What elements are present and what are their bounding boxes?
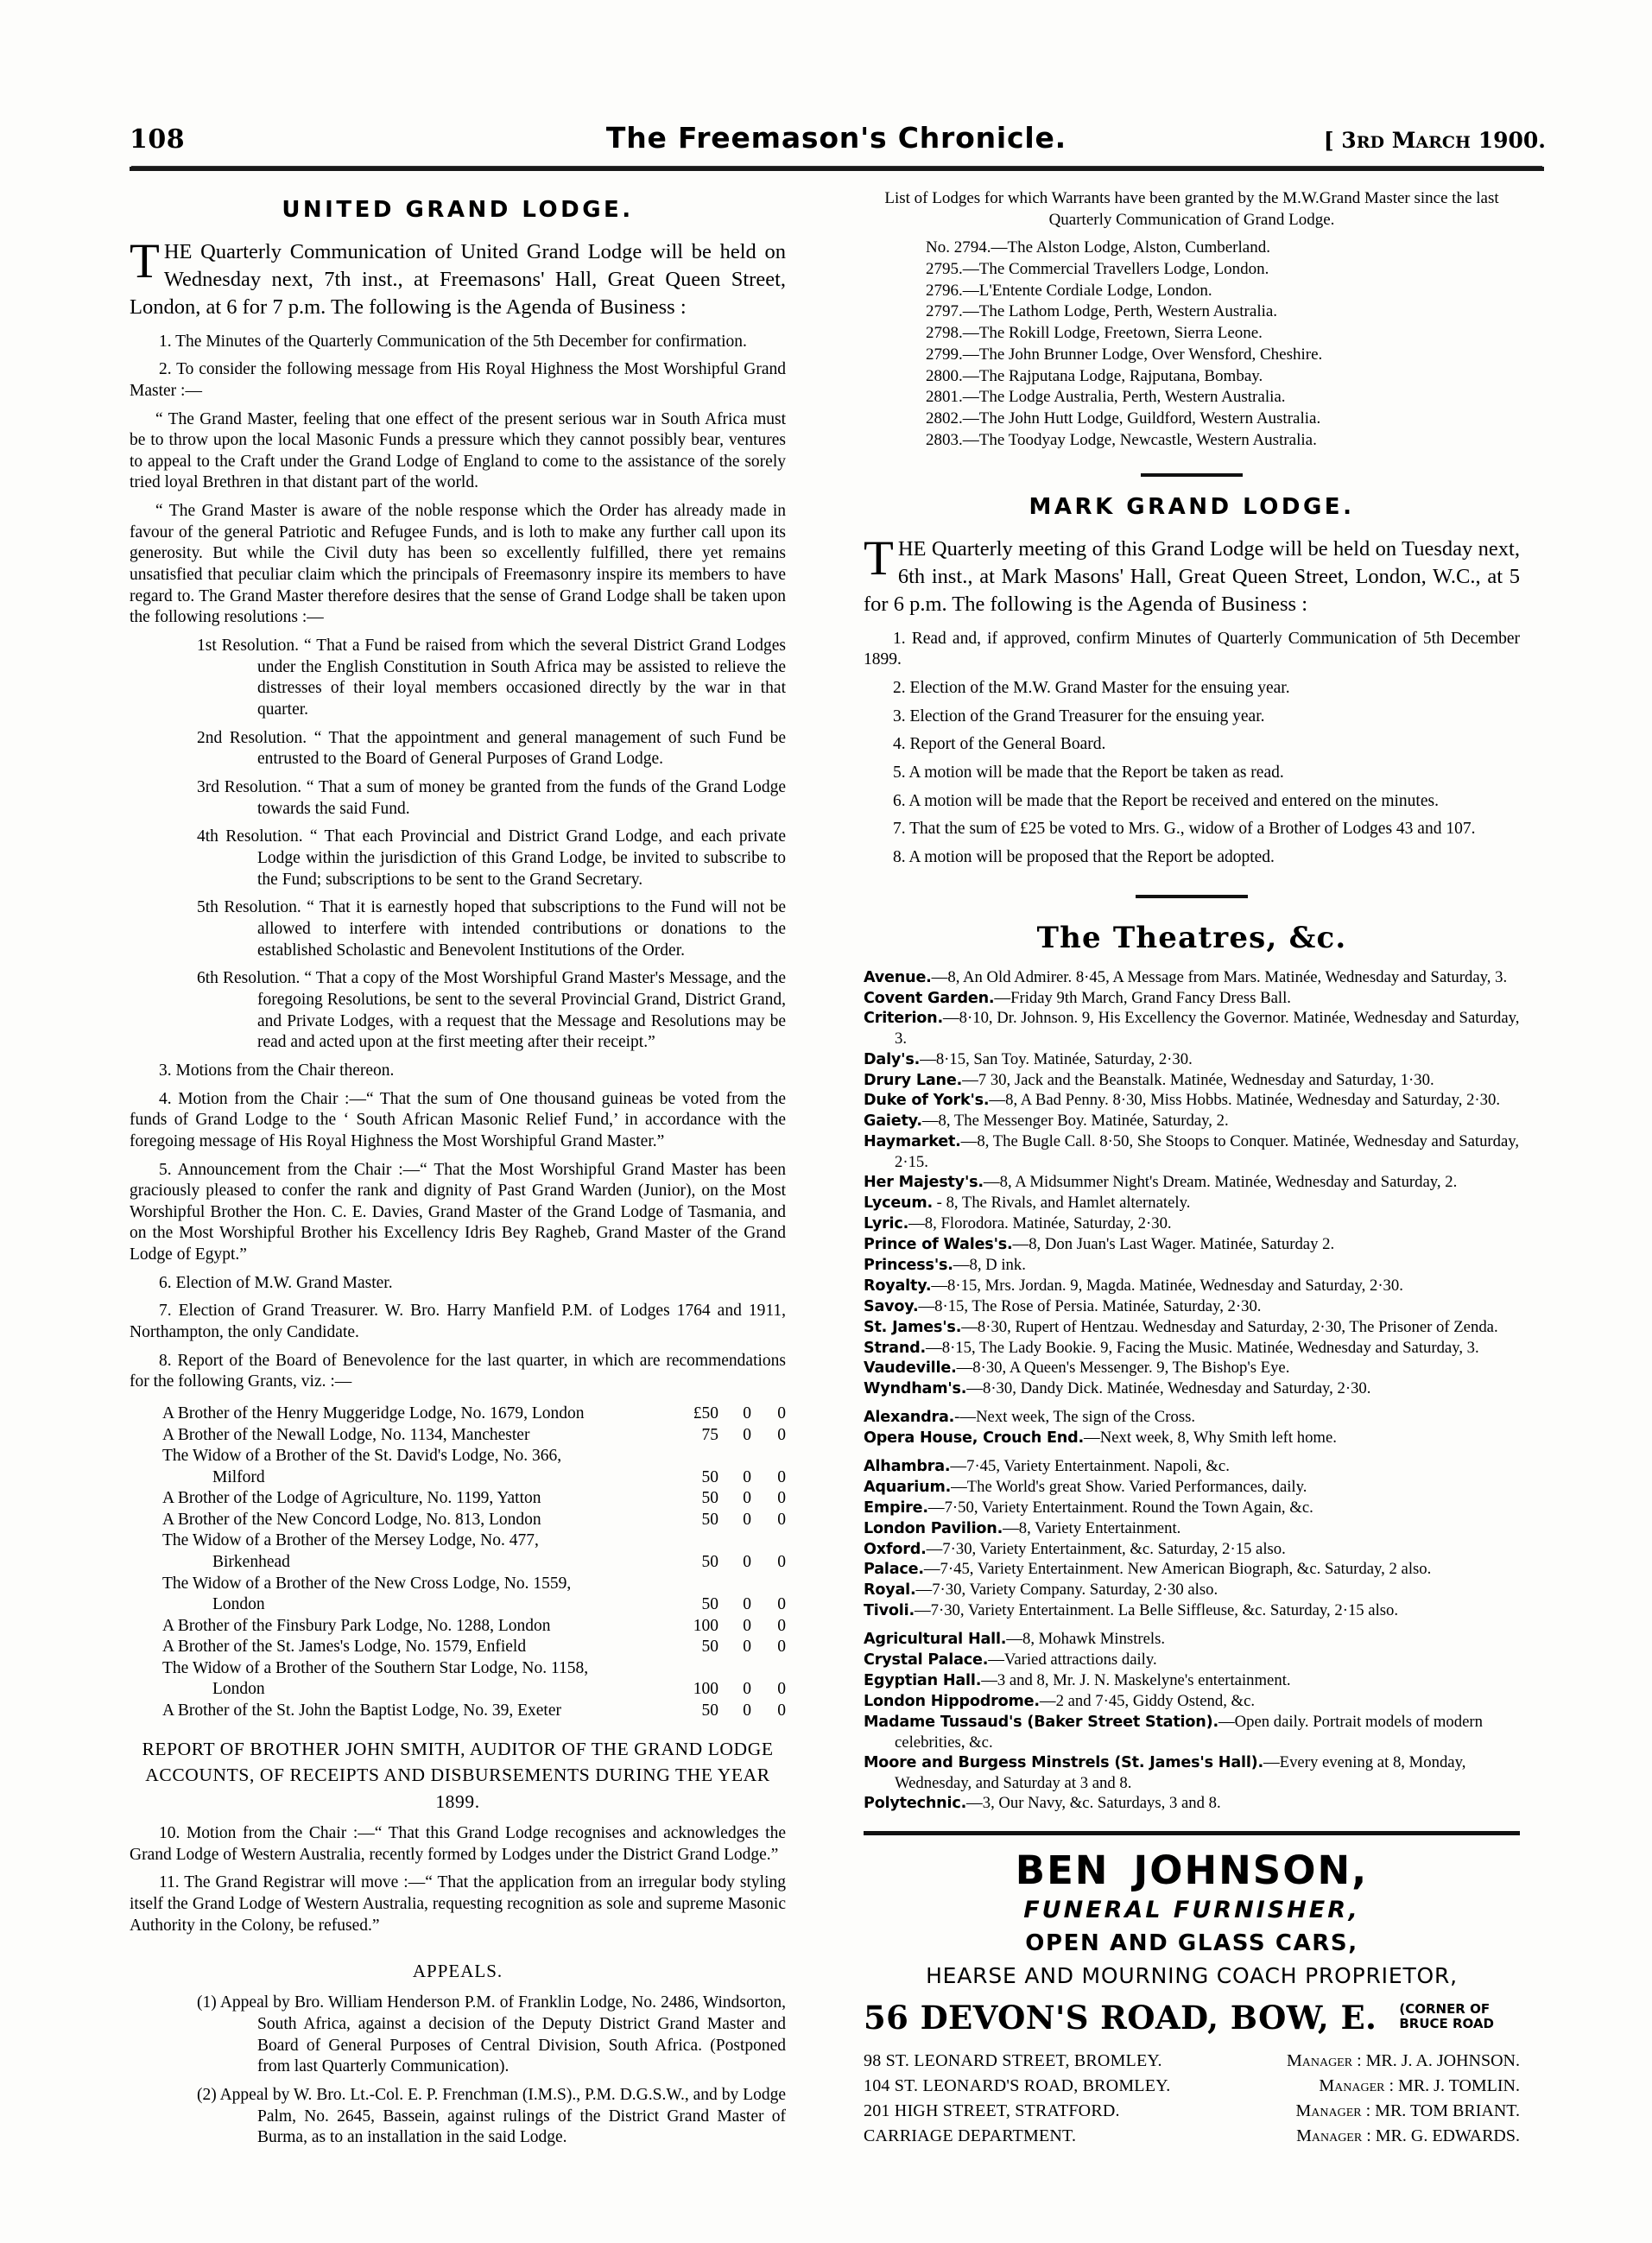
theatre-venue-name: London Pavilion. xyxy=(864,1519,1003,1537)
grant-pounds: 50 xyxy=(701,1489,718,1508)
theatre-programme-text: —8·15, Mrs. Jordan. 9, Magda. Matinée, Wednesday and Saturday, 2·30. xyxy=(931,1276,1403,1295)
lodge-warrant-item: 2802.—The John Hutt Lodge, Guildford, Western Australia. xyxy=(926,409,1321,428)
grant-pounds: £50 xyxy=(693,1404,718,1423)
theatres-group-spacer xyxy=(864,1621,1520,1629)
theatres-group-spacer xyxy=(864,1448,1520,1456)
resolution-item: 6th Resolution. “ That a copy of the Most Worshipful Grand Master's Message, and the foregoing Resolutions, be sent to the several Provincial Grand, District Grand, and Private Lodges, with a request that the Message and Resolutions may be read and acted upon at the first meeting after their receipt.” xyxy=(197,969,786,1052)
theatre-venue-name: Duke of York's. xyxy=(864,1092,990,1110)
theatre-venue-name: Covent Garden. xyxy=(864,989,995,1007)
grant-pounds: 75 xyxy=(701,1425,718,1444)
theatre-venue-name: Vaudeville. xyxy=(864,1359,957,1378)
grant-pounds: 100 xyxy=(693,1680,718,1699)
theatre-venue-name: Madame Tussaud's (Baker Street Station). xyxy=(864,1713,1218,1731)
grant-shillings: 0 xyxy=(743,1489,751,1508)
theatre-venue-name: Crystal Palace. xyxy=(864,1651,989,1669)
branch-address: CARRIAGE DEPARTMENT. xyxy=(864,2126,1077,2146)
theatre-listing-row xyxy=(864,1752,1520,1793)
grant-shillings: 0 xyxy=(743,1680,751,1699)
theatre-listing-row xyxy=(864,1629,1520,1650)
left-column xyxy=(130,188,786,2156)
ugl-agenda-item-11: 11. The Grand Registrar will move :—“ That the application from an irregular body styling itself the Grand Lodge of Western Australia, requesting recognition as sole and supreme Masonic Authority in the Colony, be refused.” xyxy=(130,1873,786,1935)
lodge-warrant-item: 2796.—L'Entente Cordiale Lodge, London. xyxy=(926,281,1212,300)
grant-row xyxy=(130,1679,786,1701)
advert-tagline-funeral-furnisher: FUNERAL FURNISHER, xyxy=(1023,1896,1360,1923)
theatre-venue-name: Royalty. xyxy=(864,1277,932,1295)
theatre-venue-name: Daly's. xyxy=(864,1050,921,1068)
theatre-programme-text: —3, Our Navy, &c. Saturdays, 3 and 8. xyxy=(966,1793,1221,1812)
issue-date-year: 1900. xyxy=(1478,128,1546,153)
theatre-venue-name: Wyndham's. xyxy=(864,1380,967,1398)
issue-date-prefix: [ 3 xyxy=(1323,128,1357,153)
grant-recipient-continued: London xyxy=(212,1680,265,1699)
theatre-venue-name: Agricultural Hall. xyxy=(864,1631,1007,1649)
theatre-listing-row xyxy=(864,1407,1520,1428)
grant-pounds: 50 xyxy=(701,1595,718,1614)
advert-corner-line-2: BRUCE ROAD xyxy=(1399,2016,1494,2032)
ugl-agenda-item-8: 8. Report of the Board of Benevolence for the last quarter, in which are recommendations for the following Grants, viz. :— xyxy=(130,1351,786,1391)
theatre-venue-name: Avenue. xyxy=(864,968,932,986)
theatre-venue-name: Polytechnic. xyxy=(864,1794,967,1812)
grant-row xyxy=(130,1658,786,1680)
theatre-programme-text: —8·30, Dandy Dick. Matinée, Wednesday and Saturday, 2·30. xyxy=(966,1379,1371,1398)
theatre-listing-row xyxy=(864,1477,1520,1498)
theatre-venue-name: Palace. xyxy=(864,1561,924,1579)
ugl-agenda-item-7: 7. Election of Grand Treasurer. W. Bro. Harry Manfield P.M. of Lodges 1764 and 1911, Northampton, the only Candidate. xyxy=(130,1302,786,1342)
grant-row xyxy=(130,1467,786,1489)
grant-pounds: 50 xyxy=(701,1553,718,1571)
theatre-programme-text: —8, Don Juan's Last Wager. Matinée, Saturday 2. xyxy=(1012,1235,1335,1254)
theatre-programme-text: —7·30, Variety Entertainment, &c. Saturday, 2·15 also. xyxy=(926,1539,1286,1558)
mgl-agenda-item: 3. Election of the Grand Treasurer for the ensuing year. xyxy=(893,706,1265,725)
theatre-programme-text: —Every evening at 8, Monday, Wednesday, and Saturday at 3 and 8. xyxy=(895,1752,1466,1792)
grant-shillings: 0 xyxy=(743,1425,751,1444)
grant-recipient-continued: Birkenhead xyxy=(212,1553,290,1571)
advert-branch-row xyxy=(864,2049,1520,2074)
grant-shillings: 0 xyxy=(743,1595,751,1614)
theatre-programme-text: —The World's great Show. Varied Performances, daily. xyxy=(951,1477,1307,1496)
theatre-listing-row xyxy=(864,1358,1520,1378)
grant-pounds: 100 xyxy=(693,1616,718,1635)
lodge-warrant-item: 2803.—The Toodyay Lodge, Newcastle, Western Australia. xyxy=(926,430,1317,449)
theatre-venue-name: Aquarium. xyxy=(864,1478,952,1496)
gm-message-paragraph-1: “ The Grand Master, feeling that one effect of the present serious war in South Africa must be to throw upon the local Masonic Funds a pressure which they cannot possibly bear, ventures to appeal to the Craft under the Grand Lodge of England to come to the assistance of the sorely tried loyal Brethren in that distant part of the world. xyxy=(130,409,786,492)
theatre-programme-text: —Open daily. Portrait models of modern celebrities, &c. xyxy=(895,1712,1483,1752)
theatre-programme-text: —Next week, 8, Why Smith left home. xyxy=(1084,1429,1337,1448)
theatre-programme-text: —Friday 9th March, Grand Fancy Dress Ball. xyxy=(994,988,1291,1007)
theatre-venue-name: Criterion. xyxy=(864,1010,943,1028)
theatre-programme-text: —7·50, Variety Entertainment. Round the Town Again, &c. xyxy=(927,1498,1313,1517)
theatre-programme-text: —7 30, Jack and the Beanstalk. Matinée, Wednesday and Saturday, 1·30. xyxy=(962,1070,1434,1089)
theatre-listing-row xyxy=(864,988,1520,1009)
theatre-programme-text: —8·15, The Rose of Persia. Matinée, Saturday, 2·30. xyxy=(918,1296,1262,1315)
theatre-programme-text: —8, Mohawk Minstrels. xyxy=(1006,1630,1166,1649)
advert-branch-row xyxy=(864,2099,1520,2124)
grant-row xyxy=(130,1510,786,1531)
theatre-venue-name: Lyric. xyxy=(864,1215,909,1233)
theatre-listing-row xyxy=(864,1049,1520,1070)
advert-branch-row xyxy=(864,2124,1520,2149)
theatre-programme-text: —8·10, Dr. Johnson. 9, His Excellency the Governor. Matinée, Wednesday and Saturday, 3. xyxy=(895,1009,1520,1049)
ugl-agenda-item-1: 1. The Minutes of the Quarterly Communication of the 5th December for confirmation. xyxy=(159,332,747,351)
grant-row xyxy=(130,1530,786,1552)
grant-recipient: A Brother of the St. James's Lodge, No. 1579, Enfield xyxy=(162,1638,527,1657)
ugl-agenda-item-5: 5. Announcement from the Chair :—“ That the Most Worshipful Grand Master has been graciously pleased to confer the rank and dignity of Past Grand Warden (Junior), on the Most Worshipful Brother the Hon. C. E. Davies, Grand Master of the Grand Lodge of Tasmania, and on the Most Worshipful Brother his Excellency Idris Bey Ragheb, Grand Master of the Grand Lodge of Egypt.” xyxy=(130,1160,786,1264)
lodge-warrants-list xyxy=(864,238,1520,451)
theatre-venue-name: Royal. xyxy=(864,1581,916,1600)
theatre-venue-name: Savoy. xyxy=(864,1297,919,1315)
grant-recipient: A Brother of the St. John the Baptist Lodge, No. 39, Exeter xyxy=(162,1701,561,1720)
grant-pence: 0 xyxy=(777,1404,786,1423)
theatre-venue-name: Princess's. xyxy=(864,1256,953,1274)
grant-row xyxy=(130,1403,786,1425)
theatre-programme-text: —8·15, San Toy. Matinée, Saturday, 2·30. xyxy=(920,1049,1193,1068)
lodge-warrants-intro: List of Lodges for which Warrants have been granted by the M.W.Grand Master since the last Quarterly Communication of Grand Lodge. xyxy=(884,189,1499,229)
theatres-listing xyxy=(864,967,1520,1814)
grant-shillings: 0 xyxy=(743,1638,751,1657)
theatre-venue-name: Egyptian Hall. xyxy=(864,1671,982,1689)
grant-recipient: A Brother of the Lodge of Agriculture, No. 1199, Yatton xyxy=(162,1489,541,1508)
page-folio-number: 108 xyxy=(130,124,186,155)
advert-branch-list xyxy=(864,2049,1520,2150)
theatre-listing-row xyxy=(864,967,1520,988)
advert-top-rule xyxy=(864,1831,1520,1835)
grant-pence: 0 xyxy=(777,1680,786,1699)
theatre-listing-row xyxy=(864,1090,1520,1111)
theatre-listing-row xyxy=(864,1691,1520,1712)
ugl-agenda-item-10: 10. Motion from the Chair :—“ That this Grand Lodge recognises and acknowledges the Grand Lodge of Western Australia, recently formed by Lodges under the District Grand Lodge.” xyxy=(130,1824,786,1864)
theatre-venue-name: Alhambra. xyxy=(864,1457,951,1475)
publication-title: The Freemason's Chronicle. xyxy=(605,121,1067,155)
advert-name-first: BEN xyxy=(1015,1847,1110,1893)
theatre-listing-row xyxy=(864,1172,1520,1193)
grant-row xyxy=(130,1446,786,1467)
resolution-item: 3rd Resolution. “ That a sum of money be granted from the funds of the Grand Lodge towards the said Fund. xyxy=(197,778,786,818)
masthead xyxy=(130,121,1546,155)
theatres-group-variety xyxy=(864,1456,1520,1621)
branch-manager: Manager : MR. G. EDWARDS. xyxy=(1296,2126,1520,2146)
theatre-listing-row xyxy=(864,1428,1520,1448)
grant-pence: 0 xyxy=(777,1553,786,1571)
issue-date-month-rest: ARCH xyxy=(1415,133,1471,152)
theatre-programme-text: —7·45, Variety Entertainment. Napoli, &c. xyxy=(950,1456,1230,1475)
ugl-lead-paragraph xyxy=(130,234,786,321)
issue-date xyxy=(1324,128,1546,153)
grant-recipient: The Widow of a Brother of the Southern Star Lodge, No. 1158, xyxy=(162,1658,589,1677)
theatre-listing-row xyxy=(864,1559,1520,1580)
resolution-item: 4th Resolution. “ That each Provincial and District Grand Lodge, and each private Lodge within the jurisdiction of this Grand Lodge, be invited to subscribe to the Fund; subscriptions to be sent to the Grand Secretary. xyxy=(197,827,786,889)
theatre-venue-name: Moore and Burgess Minstrels (St. James's Hall). xyxy=(864,1753,1263,1771)
theatre-venue-name: Alexandra. xyxy=(864,1409,955,1427)
mgl-agenda-item: 1. Read and, if approved, confirm Minutes of Quarterly Communication of 5th December 1899. xyxy=(864,629,1520,669)
theatre-listing-row xyxy=(864,1255,1520,1276)
theatre-listing-row xyxy=(864,1111,1520,1131)
lodge-warrant-item: 2795.—The Commercial Travellers Lodge, London. xyxy=(926,260,1269,279)
advert-name-last: JOHNSON, xyxy=(1133,1847,1369,1893)
theatre-venue-name: St. James's. xyxy=(864,1318,962,1336)
mgl-agenda-item: 4. Report of the General Board. xyxy=(893,735,1106,754)
mgl-agenda-item: 2. Election of the M.W. Grand Master for the ensuing year. xyxy=(893,679,1290,698)
theatre-listing-row xyxy=(864,1193,1520,1213)
branch-manager: Manager : MR. J. TOMLIN. xyxy=(1319,2076,1520,2096)
theatre-venue-name: Opera House, Crouch End. xyxy=(864,1429,1085,1448)
theatre-programme-text: —Varied attractions daily. xyxy=(988,1650,1157,1669)
theatre-listing-row xyxy=(864,1378,1520,1399)
mgl-agenda-item: 5. A motion will be made that the Report be taken as read. xyxy=(893,764,1284,783)
theatre-programme-text: —2 and 7·45, Giddy Ostend, &c. xyxy=(1039,1691,1256,1710)
branch-address: 104 ST. LEONARD'S ROAD, BROMLEY. xyxy=(864,2076,1171,2096)
theatre-programme-text: —8, A Midsummer Night's Dream. Matinée, Wednesday and Saturday, 2. xyxy=(983,1173,1458,1192)
grant-row xyxy=(130,1488,786,1510)
theatre-venue-name: Lyceum. xyxy=(864,1194,933,1213)
theatre-programme-text: —7·45, Variety Entertainment. New American Biograph, &c. Saturday, 2 also. xyxy=(923,1560,1432,1579)
lodge-warrant-item: No. 2794.—The Alston Lodge, Alston, Cumberland. xyxy=(926,238,1270,257)
theatre-programme-text: —8, Florodora. Matinée, Saturday, 2·30. xyxy=(908,1214,1172,1233)
mgl-dropcap: T xyxy=(864,531,894,586)
resolution-item: 5th Resolution. “ That it is earnestly hoped that subscriptions to the Fund will not be allowed to interfere with intended contributions or donations to the established Scholastic and Benevolent Institutions of the Order. xyxy=(197,898,786,960)
theatre-listing-row xyxy=(864,1338,1520,1359)
theatre-listing-row xyxy=(864,1498,1520,1518)
theatre-programme-text: -—Next week, The sign of the Cross. xyxy=(954,1408,1196,1427)
mgl-agenda-item: 8. A motion will be proposed that the Report be adopted. xyxy=(893,848,1275,867)
grant-pounds: 50 xyxy=(701,1701,718,1720)
theatre-venue-name: Haymarket. xyxy=(864,1133,961,1151)
grant-pounds: 50 xyxy=(701,1638,718,1657)
grant-recipient: A Brother of the Newall Lodge, No. 1134, Manchester xyxy=(162,1425,530,1444)
grant-recipient: The Widow of a Brother of the New Cross Lodge, No. 1559, xyxy=(162,1574,572,1593)
theatre-programme-text: —8, The Bugle Call. 8·50, She Stoops to Conquer. Matinée, Wednesday and Saturday, 2·15. xyxy=(895,1132,1520,1172)
appeal-item: (1) Appeal by Bro. William Henderson P.M. of Franklin Lodge, No. 2486, Windsorton, South Africa, against a decision of the Deputy District Grand Master and Board of General Purposes of Central Division, South Africa. (Postponed from last Quarterly Communication). xyxy=(197,1993,786,2076)
grant-pence: 0 xyxy=(777,1489,786,1508)
grant-shillings: 0 xyxy=(743,1510,751,1529)
theatre-venue-name: Her Majesty's. xyxy=(864,1174,984,1192)
theatre-venue-name: Drury Lane. xyxy=(864,1071,963,1089)
grant-pounds: 50 xyxy=(701,1467,718,1486)
theatre-listing-row xyxy=(864,1131,1520,1172)
theatre-listing-row xyxy=(864,1317,1520,1338)
section-divider-rule xyxy=(1136,895,1248,898)
theatre-programme-text: —8, An Old Admirer. 8·45, A Message from Mars. Matinée, Wednesday and Saturday, 3. xyxy=(931,967,1508,986)
branch-manager: Manager : MR. J. A. JOHNSON. xyxy=(1286,2050,1520,2070)
lodge-warrant-item: 2797.—The Lathom Lodge, Perth, Western Australia. xyxy=(926,302,1278,321)
theatre-programme-text: - 8, The Rivals, and Hamlet alternately. xyxy=(933,1194,1191,1213)
grant-recipient: The Widow of a Brother of the Mersey Lodge, No. 477, xyxy=(162,1531,539,1550)
grant-row xyxy=(130,1637,786,1658)
theatre-listing-row xyxy=(864,1712,1520,1752)
grant-recipient: A Brother of the New Concord Lodge, No. 813, London xyxy=(162,1510,541,1529)
mgl-lead-paragraph xyxy=(864,531,1520,618)
theatres-heading: The Theatres, &c. xyxy=(1036,920,1347,955)
theatre-programme-text: —8·30, A Queen's Messenger. 9, The Bishop's Eye. xyxy=(956,1359,1290,1378)
advert-main-address xyxy=(864,1999,1520,2037)
theatre-programme-text: —7·30, Variety Company. Saturday, 2·30 also. xyxy=(915,1581,1218,1600)
theatre-programme-text: —8, Variety Entertainment. xyxy=(1003,1518,1181,1537)
grant-pence: 0 xyxy=(777,1638,786,1657)
grant-row xyxy=(130,1574,786,1595)
theatre-listing-row xyxy=(864,1518,1520,1539)
lodge-warrant-item: 2799.—The John Brunner Lodge, Over Wensford, Cheshire. xyxy=(926,345,1323,364)
theatre-programme-text: —8·15, The Lady Bookie. 9, Facing the Music. Matinée, Wednesday and Saturday, 3. xyxy=(926,1338,1479,1357)
ugl-lead-text: HE Quarterly Communication of United Grand Lodge will be held on Wednesday next, 7th inst., at Freemasons' Hall, Great Queen Street, London, at 6 for 7 p.m. The following is the Agenda of Business : xyxy=(130,240,786,319)
advert-corner-note xyxy=(1399,2002,1494,2037)
ugl-agenda-item-3: 3. Motions from the Chair thereon. xyxy=(159,1061,395,1080)
grant-pence: 0 xyxy=(777,1616,786,1635)
theatre-programme-text: —8, D ink. xyxy=(953,1255,1026,1274)
grant-shillings: 0 xyxy=(743,1467,751,1486)
resolution-item: 1st Resolution. “ That a Fund be raised from which the several District Grand Lodges under the English Constitution in South Africa may be assisted to relieve the distresses of their loyal members occasioned directly by the war in that quarter. xyxy=(197,637,786,719)
theatre-venue-name: Strand. xyxy=(864,1339,927,1357)
gm-message-paragraph-2: “ The Grand Master is aware of the noble response which the Order has already made in favour of the general Patriotic and Refugee Funds, and is loth to make any further call upon its generosity. But while the Civil duty has been so excellently fulfilled, there yet remains unsatisfied that peculiar claim which the principals of Freemasonry inspire its members to have regard to. The Grand Master therefore desires that the sense of Grand Lodge shall be taken upon the following resolutions :— xyxy=(130,502,786,627)
theatre-listing-row xyxy=(864,1650,1520,1670)
theatre-programme-text: —8, A Bad Penny. 8·30, Miss Hobbs. Matinée, Wednesday and Saturday, 2·30. xyxy=(989,1091,1501,1110)
grant-recipient-continued: London xyxy=(212,1595,265,1614)
theatres-group-spacer xyxy=(864,1399,1520,1407)
theatre-listing-row xyxy=(864,1234,1520,1255)
theatre-listing-row xyxy=(864,1539,1520,1560)
theatres-group-theatres xyxy=(864,967,1520,1399)
theatre-venue-name: London Hippodrome. xyxy=(864,1692,1040,1710)
ugl-dropcap: T xyxy=(130,234,160,288)
mgl-agenda-item: 6. A motion will be made that the Report be received and entered on the minutes. xyxy=(893,791,1439,810)
theatre-venue-name: Prince of Wales's. xyxy=(864,1236,1013,1254)
lodge-warrant-item: 2801.—The Lodge Australia, Perth, Western Australia. xyxy=(926,388,1286,407)
theatre-programme-text: —8·30, Rupert of Hentzau. Wednesday and Saturday, 2·30, The Prisoner of Zenda. xyxy=(961,1317,1498,1336)
grant-recipient: A Brother of the Henry Muggeridge Lodge, No. 1679, London xyxy=(162,1404,585,1423)
theatre-venue-name: Oxford. xyxy=(864,1540,927,1558)
advert-tagline-hearse-proprietor: HEARSE AND MOURNING COACH PROPRIETOR, xyxy=(926,1962,1458,1988)
grant-row xyxy=(130,1425,786,1447)
grant-pounds: 50 xyxy=(701,1510,718,1529)
grant-recipient: The Widow of a Brother of the St. David's Lodge, No. 366, xyxy=(162,1447,562,1466)
ugl-agenda-item-6: 6. Election of M.W. Grand Master. xyxy=(159,1273,393,1292)
lodge-warrant-item: 2798.—The Rokill Lodge, Freetown, Sierra Leone. xyxy=(926,324,1263,343)
right-column xyxy=(864,188,1520,2150)
theatre-listing-row xyxy=(864,1670,1520,1691)
theatre-listing-row xyxy=(864,1580,1520,1600)
theatre-programme-text: —8, The Messenger Boy. Matinée, Saturday, 2. xyxy=(921,1112,1229,1131)
grant-pence: 0 xyxy=(777,1467,786,1486)
advert-corner-line-1: (CORNER OF xyxy=(1399,2001,1491,2018)
grant-shillings: 0 xyxy=(743,1701,751,1720)
ugl-agenda-item-4: 4. Motion from the Chair :—“ That the sum of One thousand guineas be voted from the funds of Grand Lodge to the ‘ South African Masonic Relief Fund,’ in accordance with the foregoing message of His Royal Highness the Most Worshipful Grand Master.” xyxy=(130,1089,786,1150)
grant-recipient-continued: Milford xyxy=(212,1467,265,1486)
theatre-listing-row xyxy=(864,1296,1520,1317)
theatre-listing-row xyxy=(864,1456,1520,1477)
advert-branch-row xyxy=(864,2074,1520,2099)
advert-tagline-open-glass-cars: OPEN AND GLASS CARS, xyxy=(1025,1929,1358,1956)
united-grand-lodge-heading: UNITED GRAND LODGE. xyxy=(282,197,634,223)
theatres-group-suburban xyxy=(864,1407,1520,1448)
advert-street-address: 56 DEVON'S ROAD, BOW, E. xyxy=(864,1998,1377,2037)
advert-business-name xyxy=(864,1847,1520,1893)
auditor-report-heading: REPORT OF BROTHER JOHN SMITH, AUDITOR OF THE GRAND LODGE ACCOUNTS, OF RECEIPTS AND DISBURSEMENTS DURING THE YEAR 1899. xyxy=(142,1738,774,1812)
theatre-venue-name: Empire. xyxy=(864,1499,928,1517)
theatre-listing-row xyxy=(864,1213,1520,1234)
issue-date-month-initial: M xyxy=(1391,128,1416,153)
lodge-warrant-item: 2800.—The Rajputana Lodge, Rajputana, Bombay. xyxy=(926,366,1263,385)
grant-row xyxy=(130,1616,786,1638)
grant-pence: 0 xyxy=(777,1425,786,1444)
theatre-listing-row xyxy=(864,1008,1520,1049)
grant-pence: 0 xyxy=(777,1510,786,1529)
resolution-item: 2nd Resolution. “ That the appointment and general management of such Fund be entrusted to the Board of General Purposes of Grand Lodge. xyxy=(197,728,786,769)
ugl-agenda-item-2: 2. To consider the following message from His Royal Highness the Most Worshipful Grand Master :— xyxy=(130,360,786,400)
mark-grand-lodge-heading: MARK GRAND LODGE. xyxy=(1029,494,1355,521)
grant-pence: 0 xyxy=(777,1595,786,1614)
mgl-lead-text: HE Quarterly meeting of this Grand Lodge will be held on Tuesday next, 6th inst., at Mark Masons' Hall, Great Queen Street, London, W.C., at 5 for 6 p.m. The following is the Agenda of Business : xyxy=(864,537,1520,616)
theatre-listing-row xyxy=(864,1070,1520,1091)
theatre-programme-text: —3 and 8, Mr. J. N. Maskelyne's entertainment. xyxy=(981,1670,1291,1689)
grant-pence: 0 xyxy=(777,1701,786,1720)
theatre-venue-name: Gaiety. xyxy=(864,1112,922,1131)
theatre-programme-text: —7·30, Variety Entertainment. La Belle Siffleuse, &c. Saturday, 2·15 also. xyxy=(914,1601,1399,1620)
theatres-group-exhibitions xyxy=(864,1629,1520,1814)
grant-row xyxy=(130,1594,786,1616)
section-divider-rule xyxy=(1141,473,1243,477)
appeal-item: (2) Appeal by W. Bro. Lt.-Col. E. P. Frenchman (I.M.S)., P.M. D.G.S.W., and by Lodge Palm, No. 2645, Bassein, against rulings of the District Grand Master of Burma, as to an installation in the said Lodge. xyxy=(197,2085,786,2147)
benevolence-grants-table xyxy=(130,1403,786,1721)
grant-shillings: 0 xyxy=(743,1553,751,1571)
branch-address: 201 HIGH STREET, STRATFORD. xyxy=(864,2101,1120,2121)
grant-row xyxy=(130,1701,786,1722)
appeals-heading: APPEALS. xyxy=(412,1961,503,1982)
grant-recipient: A Brother of the Finsbury Park Lodge, No. 1288, London xyxy=(162,1616,551,1635)
theatre-venue-name: Tivoli. xyxy=(864,1602,915,1620)
masthead-rule xyxy=(130,167,1544,171)
grant-shillings: 0 xyxy=(743,1616,751,1635)
grant-row xyxy=(130,1552,786,1574)
issue-date-ordinal: RD xyxy=(1356,133,1384,152)
theatre-listing-row xyxy=(864,1276,1520,1296)
theatre-listing-row xyxy=(864,1793,1520,1814)
theatre-listing-row xyxy=(864,1600,1520,1621)
mgl-agenda-item: 7. That the sum of £25 be voted to Mrs. G., widow of a Brother of Lodges 43 and 107. xyxy=(893,820,1476,839)
branch-manager: Manager : MR. TOM BRIANT. xyxy=(1295,2101,1520,2121)
branch-address: 98 ST. LEONARD STREET, BROMLEY. xyxy=(864,2050,1162,2070)
grant-shillings: 0 xyxy=(743,1404,751,1423)
